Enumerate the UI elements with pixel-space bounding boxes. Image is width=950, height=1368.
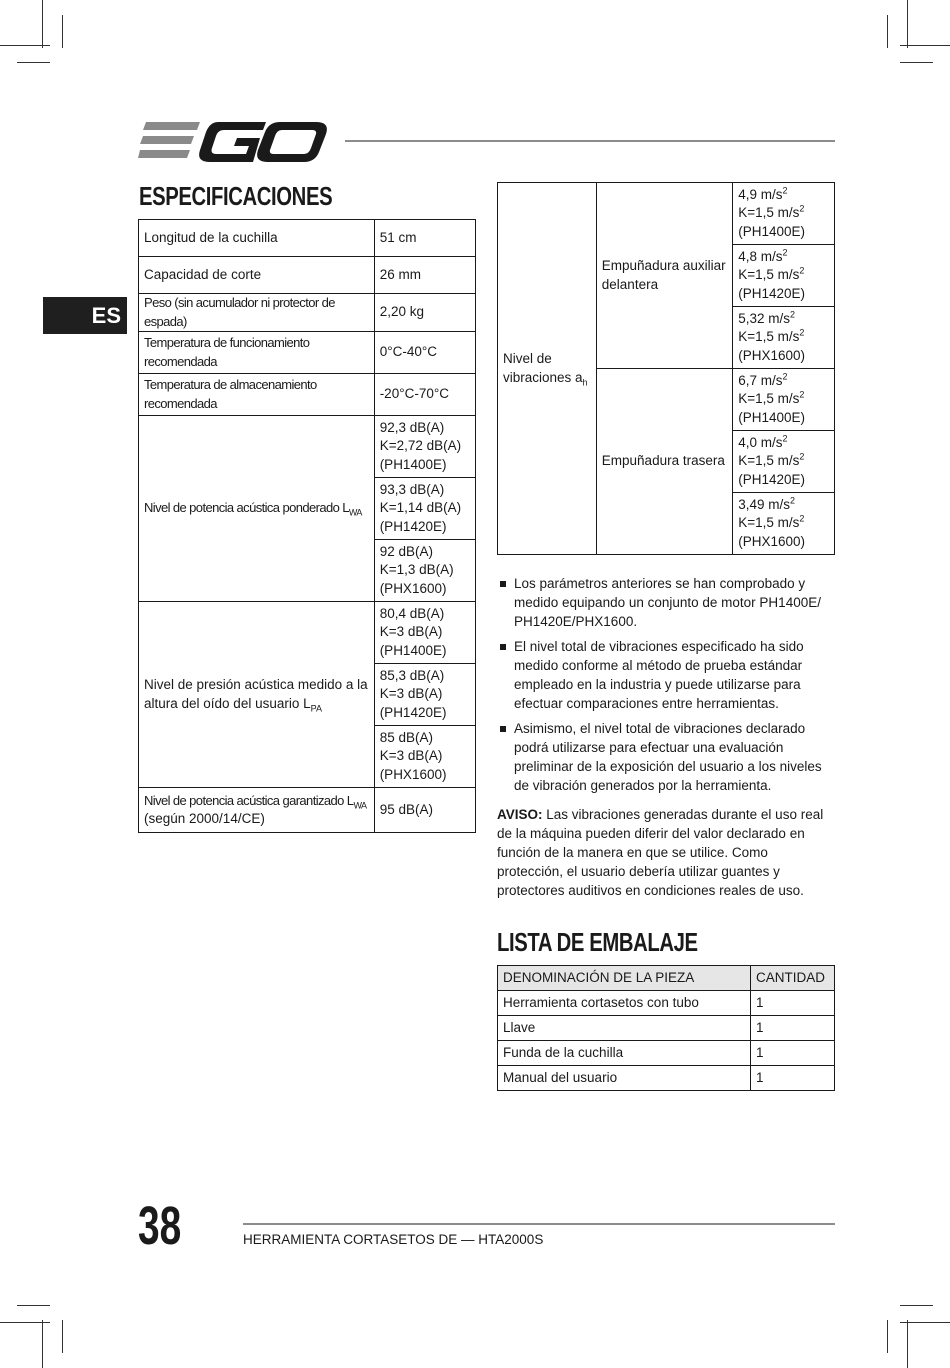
spec-value	[374, 602, 475, 664]
table-row	[498, 183, 835, 245]
warning-text: Las vibraciones generadas durante el uso real de la máquina pueden diferir del valor declarado en función de la manera en que se utilice. Como protección, el usuario debería utilizar guantes y protectores auditivos en condiciones reales de uso.	[497, 807, 824, 898]
exponent: 2	[782, 433, 788, 444]
language-tab: ES	[43, 297, 127, 334]
crop-mark	[42, 0, 43, 48]
table-row	[139, 602, 476, 664]
header-rule	[345, 140, 835, 142]
spec-value: 51 cm	[374, 220, 475, 257]
crop-mark	[907, 0, 908, 48]
specs-table	[138, 219, 476, 833]
spec-value: 26 mm	[374, 257, 475, 294]
table-row	[139, 294, 476, 332]
table-row	[139, 220, 476, 257]
part-qty: 1	[751, 1066, 835, 1091]
value-line: K=1,5 m/s	[738, 329, 800, 345]
bullet-square-icon	[500, 644, 506, 650]
value-line: 93,3 dB(A)	[379, 481, 445, 497]
exponent: 2	[782, 371, 788, 382]
table-row	[498, 991, 835, 1016]
spec-label	[139, 788, 375, 833]
table-header-row	[498, 966, 835, 991]
table-row	[498, 1041, 835, 1066]
exponent: 2	[782, 185, 788, 196]
guaranteed-note: (según 2000/14/CE)	[144, 811, 265, 826]
vibration-value	[733, 493, 835, 555]
crop-mark	[907, 1320, 908, 1368]
table-row	[498, 1016, 835, 1041]
value-line: 4,8 m/s	[738, 248, 783, 264]
guaranteed-label: Nivel de potencia acústica garantizado L	[144, 792, 354, 808]
warning-label: AVISO:	[497, 807, 543, 822]
vibration-value	[733, 245, 835, 307]
value-line: (PH1420E)	[379, 704, 447, 720]
value-line: 6,7 m/s	[738, 372, 783, 388]
lwa-subscript: WA	[348, 507, 362, 518]
vibration-value	[733, 431, 835, 493]
crop-mark	[887, 15, 888, 48]
spec-value	[374, 416, 475, 478]
part-qty: 1	[751, 991, 835, 1016]
part-qty: 1	[751, 1016, 835, 1041]
list-item	[498, 719, 838, 795]
exponent: 2	[790, 495, 796, 506]
crop-mark	[900, 62, 933, 63]
list-item	[498, 574, 838, 631]
value-line: (PH1400E)	[379, 456, 447, 472]
warning-paragraph	[497, 805, 837, 900]
value-line: 85 dB(A)	[379, 729, 433, 745]
page-number: 38	[138, 1196, 182, 1256]
column-header: CANTIDAD	[751, 966, 835, 991]
spec-label	[139, 602, 375, 788]
crop-mark	[62, 1320, 63, 1353]
value-line: K=1,14 dB(A)	[379, 500, 462, 516]
exponent: 2	[799, 265, 805, 276]
exponent: 2	[799, 513, 805, 524]
model-line: (PH1420E)	[738, 285, 806, 301]
model-line: (PHX1600)	[738, 347, 806, 363]
spec-value: 2,20 kg	[374, 294, 475, 332]
vibration-subscript: h	[582, 377, 588, 388]
exponent: 2	[799, 451, 805, 462]
footer-rule	[243, 1223, 835, 1225]
crop-mark	[17, 62, 50, 63]
value-line: (PHX1600)	[379, 766, 447, 782]
vibration-value	[733, 369, 835, 431]
spec-value: -20°C-70°C	[374, 374, 475, 416]
value-line: K=1,5 m/s	[738, 267, 800, 283]
value-line: 92 dB(A)	[379, 543, 433, 559]
value-line: K=1,5 m/s	[738, 515, 800, 531]
exponent: 2	[799, 327, 805, 338]
exponent: 2	[799, 389, 805, 400]
specs-title: ESPECIFICACIONES	[139, 181, 333, 211]
model-line: (PH1400E)	[738, 223, 806, 239]
crop-mark	[62, 15, 63, 48]
spec-value	[374, 540, 475, 602]
value-line: K=3 dB(A)	[379, 748, 443, 764]
part-name: Funda de la cuchilla	[498, 1041, 751, 1066]
list-item-text: Los parámetros anteriores se han comprobado y medido equipando un conjunto de motor PH1400E/ PH1420E/PHX1600.	[514, 576, 821, 629]
column-header: DENOMINACIÓN DE LA PIEZA	[498, 966, 751, 991]
exponent: 2	[790, 309, 796, 320]
list-item-text: El nivel total de vibraciones especificado ha sido medido conforme al método de prueba estándar empleado en la industria y puede utilizarse para efectuar comparaciones entre herramientas.	[514, 639, 804, 711]
lpa-label: Nivel de presión acústica medido a la altura del oído del usuario L	[144, 677, 368, 711]
part-qty: 1	[751, 1041, 835, 1066]
packing-title: LISTA DE EMBALAJE	[497, 927, 698, 957]
model-line: (PHX1600)	[738, 533, 806, 549]
table-row	[139, 257, 476, 294]
table-row	[498, 1066, 835, 1091]
value-line: (PH1420E)	[379, 518, 447, 534]
table-row	[139, 788, 476, 833]
list-item-text: Asimismo, el nivel total de vibraciones declarado podrá utilizarse para efectuar una evaluación preliminar de la exposición del usuario a los niveles de vibración generados por la herramienta.	[514, 721, 822, 793]
value-line: K=1,5 m/s	[738, 205, 800, 221]
spec-value	[374, 478, 475, 540]
part-name: Llave	[498, 1016, 751, 1041]
handle-name: Empuñadura auxiliar delantera	[596, 183, 732, 369]
spec-value: 0°C-40°C	[374, 332, 475, 374]
value-line: 4,9 m/s	[738, 186, 783, 202]
value-line: K=3 dB(A)	[379, 686, 443, 702]
part-name: Manual del usuario	[498, 1066, 751, 1091]
model-line: (PH1420E)	[738, 471, 806, 487]
bullet-square-icon	[500, 726, 506, 732]
exponent: 2	[782, 247, 788, 258]
footer-title: HERRAMIENTA CORTASETOS DE — HTA2000S	[243, 1232, 544, 1247]
crop-mark	[17, 1305, 50, 1306]
packing-table	[497, 965, 835, 1091]
model-line: (PH1400E)	[738, 409, 806, 425]
value-line: K=3 dB(A)	[379, 624, 443, 640]
vibration-label-text: Nivel de vibraciones a	[503, 351, 583, 385]
ego-logo	[138, 118, 328, 164]
lpa-subscript: PA	[310, 703, 322, 714]
value-line: 4,0 m/s	[738, 434, 783, 450]
lwa-label: Nivel de potencia acústica ponderado L	[144, 500, 349, 516]
guaranteed-subscript: WA	[353, 800, 367, 811]
value-line: 80,4 dB(A)	[379, 605, 445, 621]
spec-label: Longitud de la cuchilla	[139, 220, 375, 257]
notes-list	[498, 574, 838, 801]
value-line: 3,49 m/s	[738, 496, 791, 512]
spec-value: 95 dB(A)	[374, 788, 475, 833]
crop-mark	[42, 1320, 43, 1368]
spec-label	[139, 416, 375, 602]
value-line: K=1,3 dB(A)	[379, 562, 454, 578]
spec-label: Temperatura de funcionamiento recomendada	[139, 332, 375, 374]
list-item	[498, 637, 838, 713]
crop-mark	[900, 1305, 933, 1306]
value-line: (PHX1600)	[379, 580, 447, 596]
value-line: K=1,5 m/s	[738, 453, 800, 469]
vibration-value	[733, 307, 835, 369]
spec-value	[374, 726, 475, 788]
value-line: 85,3 dB(A)	[379, 667, 445, 683]
table-row	[139, 374, 476, 416]
table-row	[139, 416, 476, 478]
spec-label: Capacidad de corte	[139, 257, 375, 294]
value-line: 92,3 dB(A)	[379, 419, 445, 435]
spec-label: Temperatura de almacenamiento recomendada	[139, 374, 375, 416]
vibration-label	[498, 183, 597, 555]
spec-label: Peso (sin acumulador ni protector de espada)	[139, 294, 375, 332]
value-line: (PH1400E)	[379, 642, 447, 658]
crop-mark	[887, 1320, 888, 1353]
handle-name: Empuñadura trasera	[596, 369, 732, 555]
vibration-value	[733, 183, 835, 245]
spec-value	[374, 664, 475, 726]
bullet-square-icon	[500, 581, 506, 587]
exponent: 2	[799, 203, 805, 214]
vibration-table	[497, 182, 835, 555]
value-line: K=2,72 dB(A)	[379, 438, 462, 454]
value-line: 5,32 m/s	[738, 310, 791, 326]
value-line: K=1,5 m/s	[738, 391, 800, 407]
table-row	[139, 332, 476, 374]
part-name: Herramienta cortasetos con tubo	[498, 991, 751, 1016]
